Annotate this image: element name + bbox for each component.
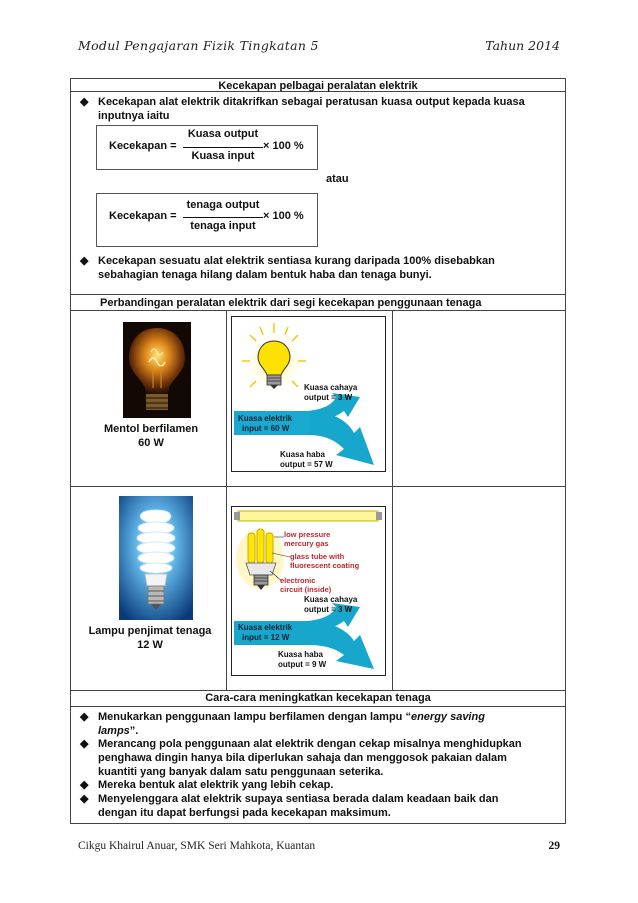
- formula-label: Kecekapan =: [109, 210, 177, 222]
- glass-tube-label: [290, 552, 359, 570]
- bullet-text-line2: penghawa dingin hanya bila diperlukan sahaja dan menggosok pakaian dalam: [98, 752, 507, 764]
- column-divider: [226, 310, 227, 690]
- header-year: Tahun 2014: [485, 38, 560, 53]
- label-line: glass tube with: [290, 552, 345, 561]
- label-line: Kuasa elektrik: [238, 414, 293, 423]
- label-line: input = 12 W: [242, 633, 290, 642]
- caption-line2: 60 W: [138, 437, 164, 449]
- label-line: Kuasa elektrik: [238, 623, 293, 632]
- mercury-gas-label: [284, 530, 330, 548]
- label-line: low pressure: [284, 530, 331, 539]
- formula-numerator: tenaga output: [186, 199, 260, 211]
- table-divider: [70, 706, 566, 707]
- fraction-bar: [183, 217, 263, 218]
- bullet-design-efficient: [80, 778, 560, 792]
- table-divider: [70, 294, 566, 295]
- formula-denominator: Kuasa input: [191, 150, 255, 162]
- caption-line1: Mentol berfilamen: [103, 423, 199, 435]
- label-line: output = 3 W: [304, 605, 353, 614]
- caption-energy-saving-lamp: [74, 624, 226, 652]
- bullet-text-line1: Kecekapan alat elektrik ditakrifkan sebagai peratusan kuasa output kepada kuasa: [98, 96, 525, 108]
- bullet-energy-loss: [80, 254, 560, 284]
- diamond-bullet-icon: ◆: [80, 711, 89, 723]
- page-number: 29: [548, 840, 560, 852]
- label-line: Kuasa haba: [278, 650, 323, 659]
- energy-flow-diagram-filament: [231, 316, 386, 472]
- section-title-comparison: Perbandingan peralatan elektrik dari segi kecekapan penggunaan tenaga: [100, 297, 482, 309]
- label-line: Kuasa cahaya: [304, 383, 358, 392]
- text-segment-italic: lamps: [98, 725, 130, 737]
- label-line: Kuasa cahaya: [304, 595, 358, 604]
- section-title-improve-efficiency: Cara-cara meningkatkan kecekapan tenaga: [205, 692, 431, 704]
- label-line: fluorescent coating: [290, 561, 360, 570]
- formula-denominator: tenaga input: [190, 220, 256, 232]
- caption-filament-bulb: [80, 422, 222, 450]
- electronic-circuit-label: [280, 576, 331, 594]
- bullet-maintain: [80, 792, 560, 820]
- formula-label: Kecekapan =: [109, 140, 177, 152]
- label-line: electronic: [280, 576, 316, 585]
- or-text: atau: [326, 173, 349, 185]
- formula-factor: × 100 %: [263, 140, 304, 152]
- formula-numerator: Kuasa output: [187, 128, 259, 140]
- section-title-efficiency: Kecekapan pelbagai peralatan elektrik: [218, 80, 418, 92]
- light-output-label: [304, 383, 357, 403]
- bullet-plan-usage: [80, 737, 560, 779]
- formula-factor: × 100 %: [263, 210, 304, 222]
- energy-saving-lamp-photo: [119, 496, 193, 620]
- bullet-text-line2: sebahagian tenaga hilang dalam bentuk haba dan tenaga bunyi.: [98, 269, 432, 281]
- diamond-bullet-icon: ◆: [80, 255, 89, 267]
- electric-input-label: [238, 623, 292, 643]
- diamond-bullet-icon: ◆: [80, 96, 89, 108]
- footer-author: Cikgu Khairul Anuar, SMK Seri Mahkota, Kuantan: [78, 840, 316, 852]
- text-segment: ”.: [129, 725, 139, 737]
- label-line: input = 60 W: [242, 424, 290, 433]
- bullet-text-line1: Menyelenggara alat elektrik supaya sentiasa berada dalam keadaan baik dan: [98, 793, 499, 805]
- text-segment-italic: energy saving: [410, 711, 485, 723]
- label-line: output = 9 W: [278, 660, 327, 669]
- filament-bulb-photo: [123, 322, 191, 418]
- label-line: mercury gas: [284, 539, 329, 548]
- table-divider: [70, 310, 566, 311]
- diamond-bullet-icon: ◆: [80, 779, 89, 791]
- bullet-text-line1: [98, 710, 485, 724]
- bullet-text-line3: kuantiti yang banyak dalam satu penggunaan seterika.: [98, 766, 384, 778]
- label-line: output = 57 W: [280, 460, 333, 469]
- label-line: circuit (inside): [280, 585, 332, 594]
- formula-box-energy: [96, 193, 318, 247]
- bullet-text-line1: Merancang pola penggunaan alat elektrik dengan cekap misalnya menghidupkan: [98, 738, 522, 750]
- bullet-text-line1: Kecekapan sesuatu alat elektrik sentiasa kurang daripada 100% disebabkan: [98, 255, 495, 267]
- label-line: output = 3 W: [304, 393, 353, 402]
- header-title: Modul Pengajaran Fizik Tingkatan 5: [78, 38, 319, 53]
- bullet-definition: [80, 95, 560, 125]
- table-divider: [70, 690, 566, 691]
- diamond-bullet-icon: ◆: [80, 738, 89, 750]
- table-divider: [70, 486, 566, 487]
- caption-line2: 12 W: [137, 639, 163, 651]
- heat-output-label: [278, 650, 326, 670]
- bullet-text-line2: dengan itu dapat berfungsi pada kecekapan maksimum.: [98, 807, 391, 819]
- bullet-text-line2: [98, 724, 138, 738]
- caption-line1: Lampu penjimat tenaga: [88, 625, 212, 637]
- energy-flow-diagram-cfl: [231, 506, 386, 676]
- bullet-text-line2: inputnya iaitu: [98, 110, 170, 122]
- column-divider: [392, 310, 393, 690]
- bullet-replace-lamps: [80, 710, 560, 738]
- light-output-label: [304, 595, 357, 615]
- text-segment: Menukarkan penggunaan lampu berfilamen dengan lampu “: [98, 711, 411, 723]
- bullet-text-line1: Mereka bentuk alat elektrik yang lebih cekap.: [98, 779, 334, 791]
- heat-output-label: [280, 450, 333, 470]
- diamond-bullet-icon: ◆: [80, 793, 89, 805]
- electric-input-label: [238, 414, 292, 434]
- formula-box-power: [96, 125, 318, 170]
- fraction-bar: [183, 147, 263, 148]
- label-line: Kuasa haba: [280, 450, 325, 459]
